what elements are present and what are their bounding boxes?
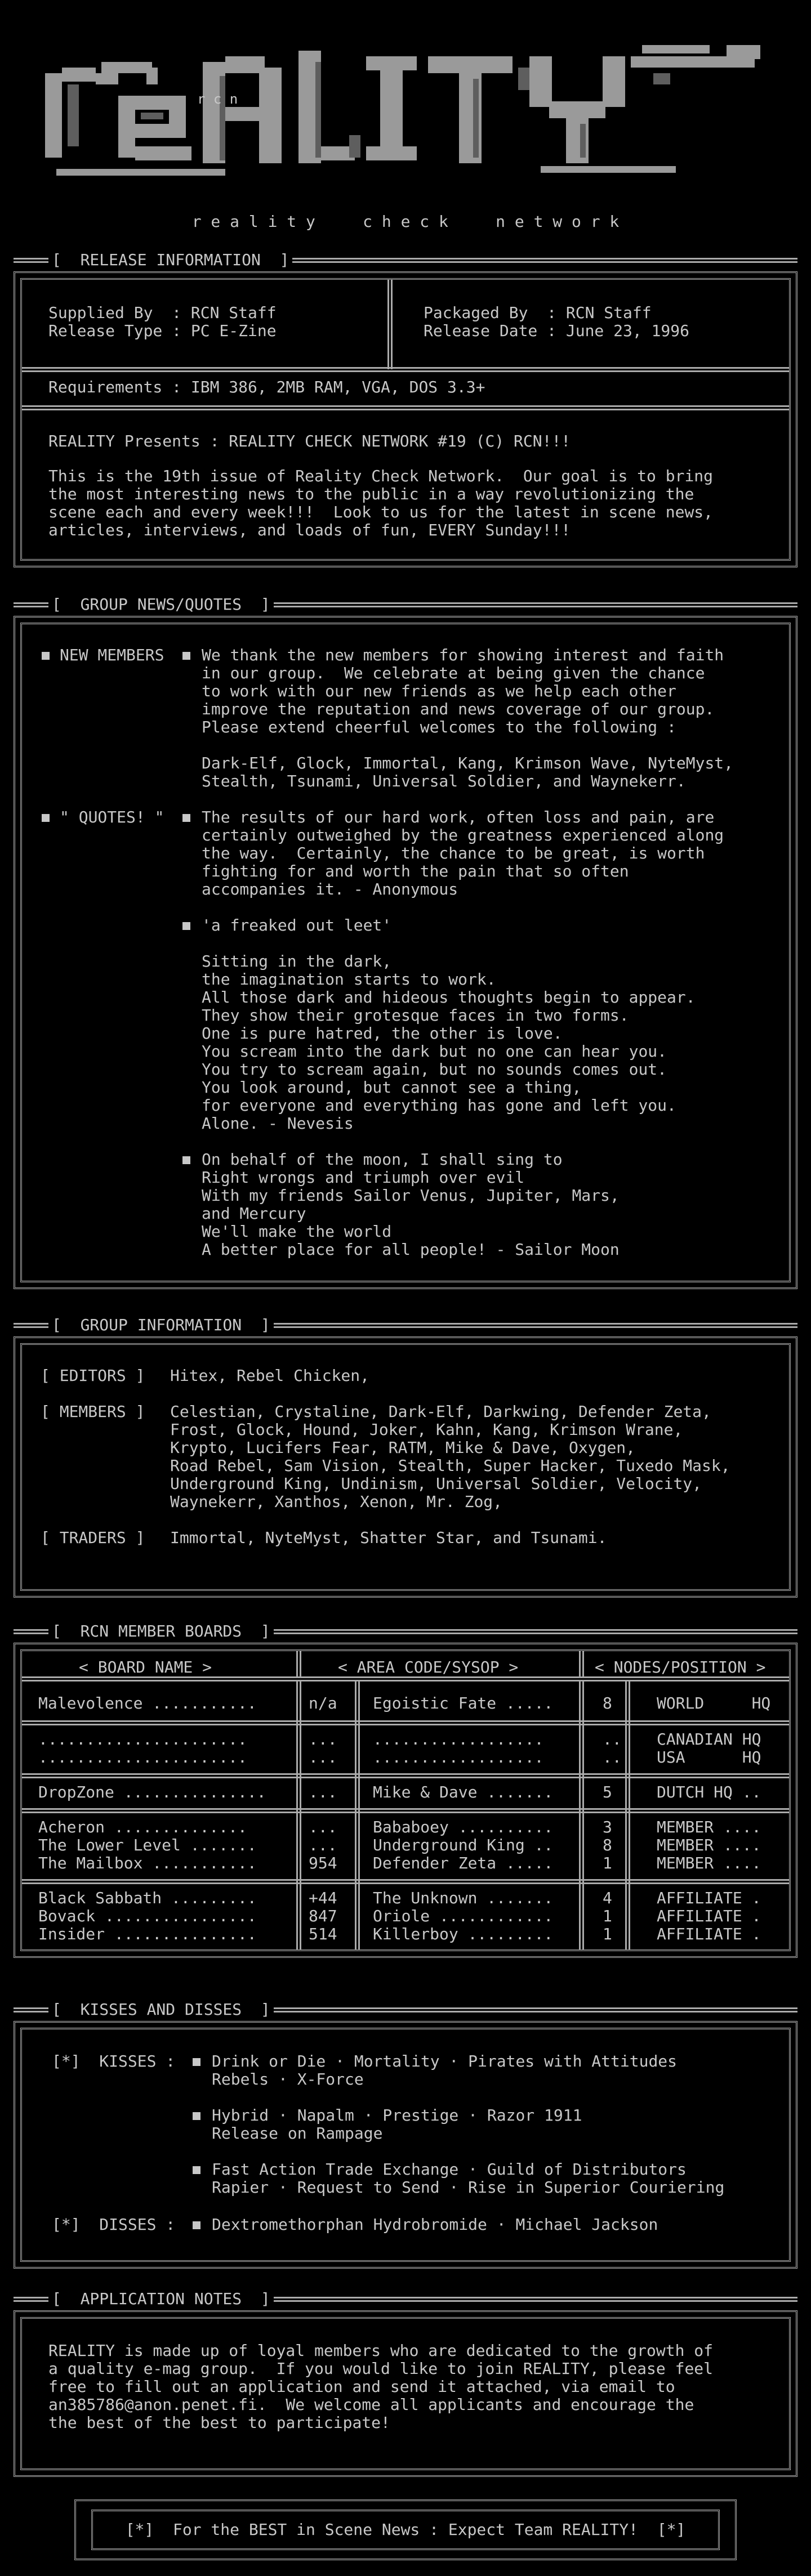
boards-header: [ RCN MEMBER BOARDS ] [48,1622,274,1640]
board-nodes: 3 8 1 [603,1818,612,1872]
bullet-icon [182,1156,190,1164]
kiss-list-2: Hybrid · Napalm · Prestige · Razor 1911 Release on Rampage [212,2106,582,2143]
members-label: [ MEMBERS ] [41,1402,145,1421]
board-sysop: The Unknown ....... Oriole ............ Killerboy ......... [373,1889,554,1943]
board-position: CANADIAN HQ USA HQ [657,1730,761,1766]
quotes-label: " QUOTES! " [60,808,164,826]
board-name: Malevolence ........... [38,1694,257,1712]
app-notes-text: REALITY is made up of loyal members who are dedicated to the growth of a quality e-mag group. If you would like to join REALITY, please feel free to fill out an application and send it attached, via email to an385786@anon.penet.fi. We welcome all applicants and encourage the the best of the best to participate! [48,2341,714,2432]
board-position: AFFILIATE . AFFILIATE . AFFILIATE . [657,1889,761,1943]
col-nodes-position: < NODES/POSITION > [595,1658,766,1676]
logo-tagline: r e a l i t y c h e c k n e t w o r k [191,212,620,231]
news-header: [ GROUP NEWS/QUOTES ] [48,596,274,614]
bullet-icon [42,814,50,822]
board-nodes: .. .. [603,1730,622,1766]
release-header: [ RELEASE INFORMATION ] [48,251,292,269]
board-position: MEMBER .... MEMBER .... MEMBER .... [657,1818,761,1872]
board-code: +44 847 514 [309,1889,337,1943]
bullet-icon [42,652,50,660]
bullet-icon [193,2058,200,2066]
quote-anonymous: The results of our hard work, often loss and pain, are certainly outweighed by the greatness experienced along the way. Certainly, the chance to be great, is worth fighting for and worth the pain that so often accompanies it. - Anonymous [202,808,724,898]
release-date: Release Date : June 23, 1996 [424,321,690,340]
kiss-list-3: Fast Action Trade Exchange · Guild of Distributors Rapier · Request to Send · Rise in Superior Couriering [212,2160,725,2197]
board-name: DropZone ............... [38,1783,266,1801]
release-intro: This is the 19th issue of Reality Check Network. Our goal is to bring the most interesting news to the public in a way revolutionizing the scene each and every week!!! Look to us for the latest in scene news, articles, interviews, and loads of fun, EVERY Sunday!!! [48,467,714,539]
board-sysop: Mike & Dave ....... [373,1783,554,1801]
kisses-header: [ KISSES AND DISSES ] [48,2001,274,2019]
bullet-icon [193,2112,200,2120]
board-code: ... ... [309,1730,337,1766]
bullet-icon [182,652,190,660]
reality-logo [34,34,777,203]
bullet-icon [182,814,190,822]
diss-list-1: Dextromethorphan Hydrobromide · Michael Jackson [212,2215,658,2234]
quote-nevesis: 'a freaked out leet' Sitting in the dark, the imagination starts to work. All those dark and hideous thoughts begin to appear. They show their grotesque faces in two forms. One is pure hatred, the other is love. You scream into the dark but no one can hear you. You try to scream again, but no sounds comes out. You look around, but cannot see a thing, for everyone and everything has gone and left you. Alone. - Nevesis [202,916,696,1133]
presents: REALITY Presents : REALITY CHECK NETWORK #19 (C) RCN!!! [48,432,571,450]
kisses-label: [*] KISSES : [52,2052,176,2070]
board-code: ... [309,1783,337,1801]
board-sysop: .................. .................. [373,1730,544,1766]
board-code: ... ... 954 [309,1818,337,1872]
supplied-by: Supplied By : RCN Staff [48,303,277,322]
board-name: ...................... ...................... [38,1730,247,1766]
traders-label: [ TRADERS ] [41,1528,145,1547]
editors-label: [ EDITORS ] [41,1366,145,1385]
editors-list: Hitex, Rebel Chicken, [170,1366,370,1385]
group-header: [ GROUP INFORMATION ] [48,1316,274,1334]
board-nodes: 8 [603,1694,612,1712]
new-members-label: NEW MEMBERS [60,646,164,664]
board-sysop: Egoistic Fate ..... [373,1694,554,1712]
logo-small-text: r c n [197,91,238,107]
board-sysop: Bababoey .......... Underground King .. Defender Zeta ..... [373,1818,554,1872]
footer-slogan: [*] For the BEST in Scene News : Expect Team REALITY! [*] [125,2520,686,2539]
board-code: n/a [309,1694,337,1712]
board-name: Acheron .............. The Lower Level ....... The Mailbox ........... [38,1818,257,1872]
app-header: [ APPLICATION NOTES ] [48,2290,274,2308]
bullet-icon [182,922,190,930]
release-type: Release Type : PC E-Zine [48,321,277,340]
kiss-list-1: Drink or Die · Mortality · Pirates with Attitudes Rebels · X-Force [212,2052,678,2088]
board-position: WORLD HQ [657,1694,771,1712]
board-position: DUTCH HQ .. [657,1783,761,1801]
board-name: Black Sabbath ......... Bovack ................ Insider ............... [38,1889,257,1943]
col-board-name: < BOARD NAME > [79,1658,212,1676]
requirements: Requirements : IBM 386, 2MB RAM, VGA, DOS 3.3+ [48,378,485,396]
bullet-icon [193,2166,200,2174]
bullet-icon [193,2221,200,2229]
packaged-by: Packaged By : RCN Staff [424,303,652,322]
members-list: Celestian, Crystaline, Dark-Elf, Darkwing, Defender Zeta, Frost, Glock, Hound, Joker, Kahn, Kang, Krimson Wrane, Krypto, Lucifers Fear, RATM, Mike & Dave, Oxygen, Road Rebel, Sam Vision, Stealth, Super Hacker, Tuxedo Mask, Underground King, Undinism, Universal Soldier, Velocity, Waynekerr, Xanthos, Xenon, Mr. Zog, [170,1402,730,1511]
col-area-code-sysop: < AREA CODE/SYSOP > [338,1658,519,1676]
board-nodes: 4 1 1 [603,1889,612,1943]
board-nodes: 5 [603,1783,612,1801]
reality-logo-art [34,34,777,203]
quote-sailor-moon: On behalf of the moon, I shall sing to Right wrongs and triumph over evil With my friends Sailor Venus, Jupiter, Mars, and Mercury We'll make the world A better place for all people! - Sailor Moon [202,1150,620,1259]
disses-label: [*] DISSES : [52,2215,176,2234]
traders-list: Immortal, NyteMyst, Shatter Star, and Tsunami. [170,1528,607,1547]
new-members-text: We thank the new members for showing interest and faith in our group. We celebrate at being given the chance to work with our new friends as we help each other improve the reputation and news coverage of our group. Please extend cheerful welcomes to the following : Dark-Elf, Glock, Immortal, Kang, Krimson Wave, NyteMyst, Stealth, Tsunami, Universal Soldier, and Waynekerr. [202,646,734,790]
